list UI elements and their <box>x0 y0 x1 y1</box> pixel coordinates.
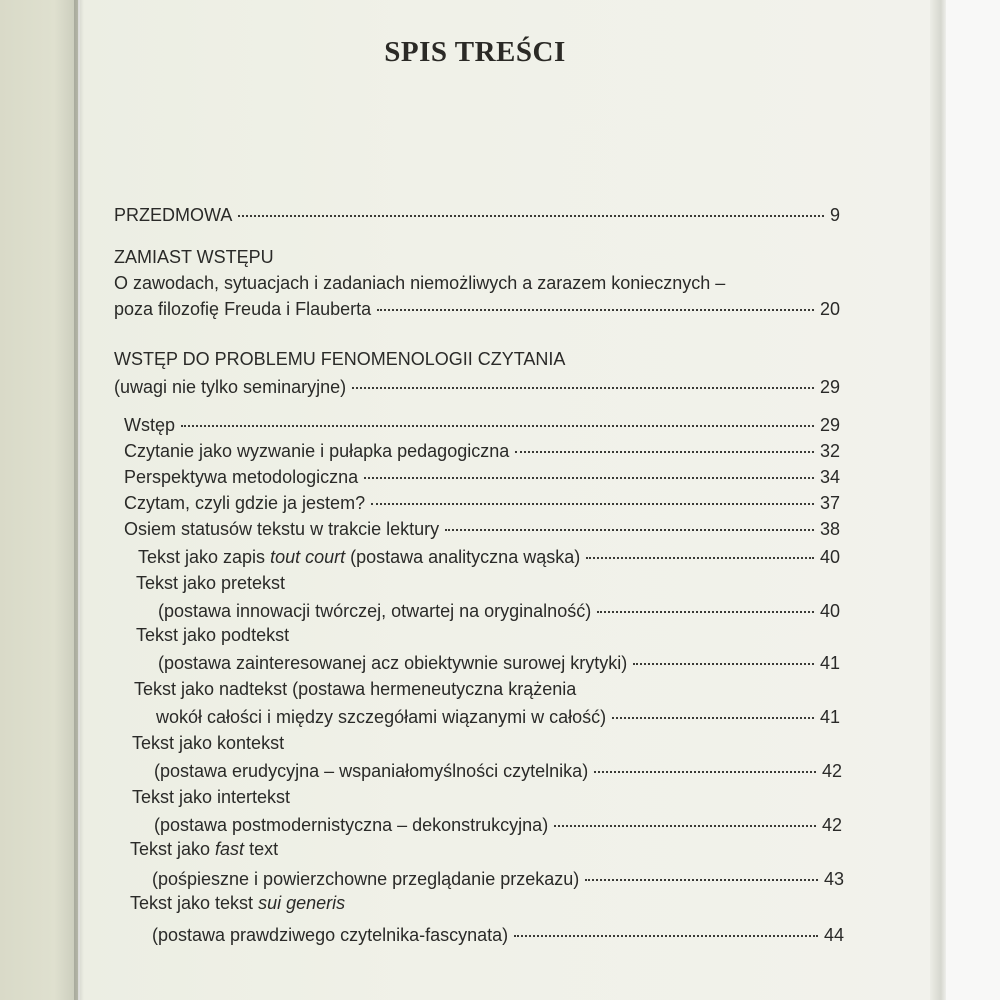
toc-label: (postawa erudycyjna – wspaniałomyślności czytelnika) <box>154 761 589 781</box>
toc-label: poza filozofię Freuda i Flauberta <box>114 299 372 319</box>
toc-page-number: 41 <box>819 707 840 727</box>
toc-entry-podtekst <box>158 652 840 674</box>
toc-page-number: 41 <box>819 653 840 673</box>
toc-heading-generis <box>130 892 345 914</box>
toc-heading-podtekst: Tekst jako podtekst <box>136 625 290 645</box>
dot-leader <box>554 825 816 827</box>
toc-heading-italic: sui generis <box>258 893 346 913</box>
toc-heading-pretekst: Tekst jako pretekst <box>136 573 286 593</box>
toc-entry-czytanie <box>124 440 840 462</box>
toc-page-number: 38 <box>819 519 840 539</box>
toc-page-number: 9 <box>829 205 840 225</box>
toc-entry-czytam <box>124 492 840 514</box>
toc-entry-zapis <box>138 546 840 568</box>
page-title: SPIS TREŚCI <box>384 36 566 68</box>
dot-leader <box>597 611 814 613</box>
toc-entry-wstep-uwagi <box>114 376 840 398</box>
toc-page-number: 20 <box>819 299 840 319</box>
toc-page-number: 42 <box>821 815 842 835</box>
toc-label-italic: tout court <box>270 547 346 567</box>
dot-leader <box>377 309 814 311</box>
toc-page-number: 40 <box>819 547 840 567</box>
toc-entry-perspektywa <box>124 466 840 488</box>
toc-page-number: 44 <box>823 925 844 945</box>
dot-leader <box>364 477 814 479</box>
toc-entry-zamiast <box>114 298 840 320</box>
toc-entry-osiem <box>124 518 840 540</box>
toc-heading-fast <box>130 838 278 860</box>
toc-entry-pretekst <box>158 600 840 622</box>
toc-page-number: 29 <box>819 377 840 397</box>
toc-label: PRZEDMOWA <box>114 205 233 225</box>
dot-leader <box>352 387 814 389</box>
toc-heading-part: text <box>244 839 279 859</box>
toc-page-number: 32 <box>819 441 840 461</box>
toc-label: Wstęp <box>124 415 176 435</box>
toc-heading-part: Tekst jako <box>130 839 216 859</box>
dot-leader <box>585 879 818 881</box>
toc-label: (postawa innowacji twórczej, otwartej na oryginalność) <box>158 601 592 621</box>
dot-leader <box>514 935 818 937</box>
toc-entry-kontekst <box>154 760 842 782</box>
toc-page-number: 40 <box>819 601 840 621</box>
toc-label-part: Tekst jako zapis <box>138 547 271 567</box>
toc-label: (uwagi nie tylko seminaryjne) <box>114 377 347 397</box>
dot-leader <box>612 717 814 719</box>
toc-entry-intertekst <box>154 814 842 836</box>
toc-label: (pośpieszne i powierzchowne przeglądanie przekazu) <box>152 869 580 889</box>
page-gutter-shadow <box>74 0 84 1000</box>
toc-label: wokół całości i między szczegółami wiązanymi w całość) <box>156 707 607 727</box>
toc-entry-wstep <box>124 414 840 436</box>
dot-leader <box>371 503 814 505</box>
toc-label: (postawa zainteresowanej acz obiektywnie surowej krytyki) <box>158 653 628 673</box>
dot-leader <box>633 663 814 665</box>
toc-heading-nadtekst: Tekst jako nadtekst (postawa hermeneutyczna krążenia <box>134 679 577 699</box>
toc-page-number: 43 <box>823 869 844 889</box>
background <box>946 0 1000 1000</box>
toc-entry-fast <box>152 868 844 890</box>
toc-label: Czytanie jako wyzwanie i pułapka pedagogiczna <box>124 441 510 461</box>
dot-leader <box>181 425 814 427</box>
toc-label: Czytam, czyli gdzie ja jestem? <box>124 493 366 513</box>
toc-label: (postawa postmodernistyczna – dekonstrukcyjna) <box>154 815 549 835</box>
toc-page-number: 34 <box>819 467 840 487</box>
dot-leader <box>586 557 814 559</box>
toc-line-zamiast-1: O zawodach, sytuacjach i zadaniach niemożliwych a zarazem koniecznych – <box>114 273 726 293</box>
toc-entry-nadtekst <box>156 706 840 728</box>
dot-leader <box>238 215 824 217</box>
toc-heading-part: Tekst jako tekst <box>130 893 259 913</box>
toc-heading-kontekst: Tekst jako kontekst <box>132 733 285 753</box>
dot-leader <box>594 771 816 773</box>
toc-heading-italic: fast <box>215 839 245 859</box>
section-heading-zamiast: ZAMIAST WSTĘPU <box>114 247 274 267</box>
toc-label-part: (postawa analityczna wąska) <box>345 547 581 567</box>
toc-label <box>138 546 580 568</box>
toc-page-number: 37 <box>819 493 840 513</box>
toc-label: Perspektywa metodologiczna <box>124 467 359 487</box>
left-page-edge <box>0 0 78 1000</box>
toc-entry-generis <box>152 924 844 946</box>
toc-page-number: 29 <box>819 415 840 435</box>
toc-heading-intertekst: Tekst jako intertekst <box>132 787 291 807</box>
toc-page-number: 42 <box>821 761 842 781</box>
toc-label: (postawa prawdziwego czytelnika-fascynata) <box>152 925 509 945</box>
toc-entry-przedmowa <box>114 204 840 226</box>
dot-leader <box>515 451 814 453</box>
section-heading-wstep: WSTĘP DO PROBLEMU FENOMENOLOGII CZYTANIA <box>114 349 566 369</box>
toc-label: Osiem statusów tekstu w trakcie lektury <box>124 519 440 539</box>
dot-leader <box>445 529 814 531</box>
